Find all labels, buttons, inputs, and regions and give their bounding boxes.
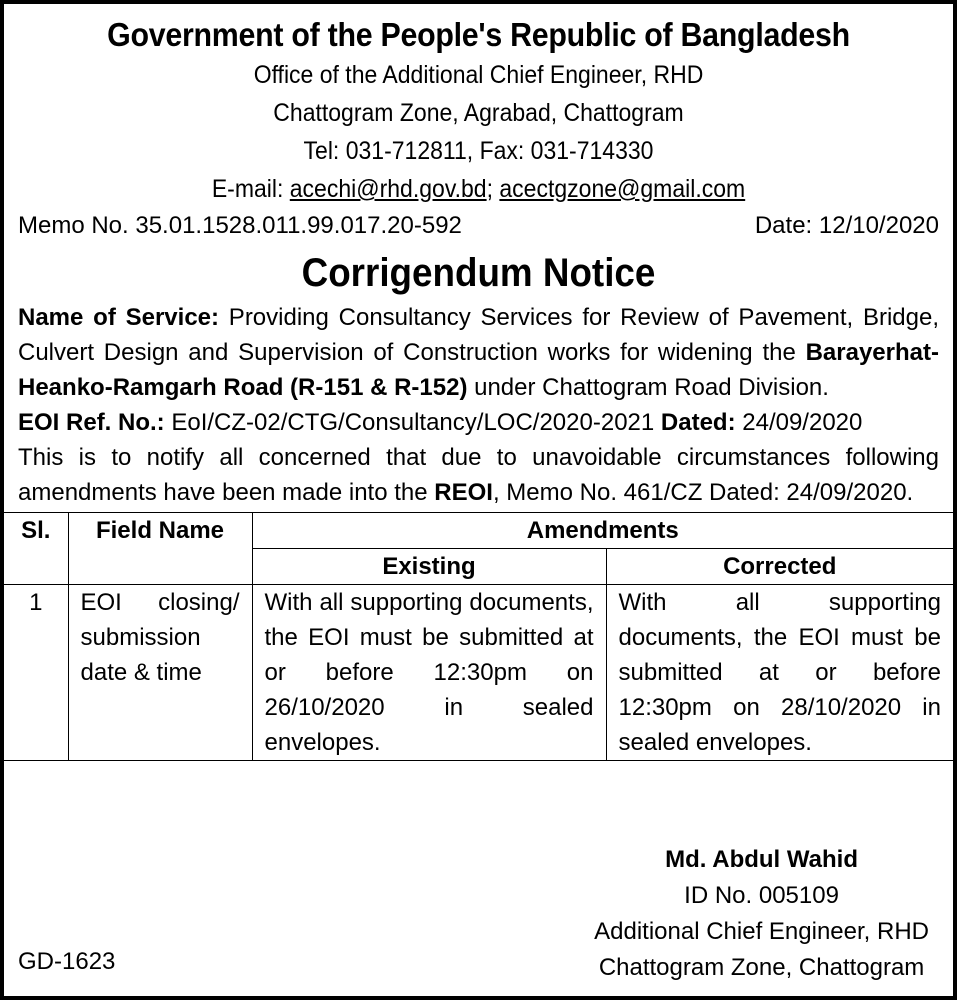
government-heading: Government of the People's Republic of Bangladesh	[107, 16, 850, 53]
cell-sl: 1	[4, 585, 68, 761]
notice-title: Corrigendum Notice	[301, 251, 656, 295]
email-line	[42, 170, 915, 208]
eoi-ref: EoI/CZ-02/CTG/Consultancy/LOC/2020-2021	[164, 409, 661, 436]
service-text-2: under Chattogram Road Division.	[467, 374, 829, 401]
signatory-name: Md. Abdul Wahid	[665, 846, 858, 873]
notify-text-1: This is to notify all concerned that due to unavoidable circumstances following amendments have been made into the	[18, 444, 939, 506]
header-corrected: Corrected	[606, 549, 953, 585]
tel-fax-line: Tel: 031-712811, Fax: 031-714330	[303, 137, 654, 165]
notice-body	[4, 300, 953, 510]
signature-block	[594, 842, 929, 986]
cell-corrected: With all supporting documents, the EOI must be submitted at or before 12:30pm on 28/10/2020 in sealed envelopes.	[606, 585, 953, 761]
eoi-paragraph	[18, 405, 939, 440]
table-header-row	[4, 513, 953, 549]
email-separator: ;	[486, 175, 500, 203]
signatory-designation: Additional Chief Engineer, RHD	[594, 918, 929, 945]
header-sl: Sl.	[4, 513, 68, 585]
letterhead	[4, 14, 953, 208]
service-paragraph	[18, 300, 939, 405]
table-row	[4, 585, 953, 761]
signatory-id: ID No. 005109	[684, 882, 839, 909]
service-label: Name of Service:	[18, 304, 220, 331]
zone-line: Chattogram Zone, Agrabad, Chattogram	[273, 99, 684, 127]
notify-text-2: , Memo No. 461/CZ Dated: 24/09/2020.	[492, 479, 914, 506]
memo-row	[4, 208, 953, 244]
memo-date: Date: 12/10/2020	[754, 212, 939, 239]
signatory-location: Chattogram Zone, Chattogram	[598, 954, 925, 981]
footer-code: GD-1623	[18, 948, 116, 975]
eoi-dated: 24/09/2020	[735, 409, 863, 436]
header-existing: Existing	[252, 549, 606, 585]
notify-paragraph	[18, 440, 939, 510]
service-text-1: Providing Consultancy Services for Review of Pavement, Bridge, Culvert Design and Supervision of Construction works for widening the	[18, 304, 939, 366]
email-link-rhd[interactable]: acechi@rhd.gov.bd	[289, 175, 487, 203]
amendments-table	[4, 512, 953, 761]
eoi-label: EOI Ref. No.:	[18, 409, 165, 436]
reoi-word: REOI	[434, 479, 493, 506]
memo-number: Memo No. 35.01.1528.011.99.017.20-592	[18, 212, 462, 239]
email-label: E-mail:	[211, 175, 290, 203]
office-line: Office of the Additional Chief Engineer, RHD	[253, 61, 704, 89]
header-field-name: Field Name	[68, 513, 252, 585]
cell-existing: With all supporting documents, the EOI must be submitted at or before 12:30pm on 26/10/2020 in sealed envelopes.	[252, 585, 606, 761]
cell-field-name: EOI closing/ submission date & time	[68, 585, 252, 761]
eoi-dated-label: Dated:	[660, 409, 736, 436]
header-amendments: Amendments	[252, 513, 953, 549]
road-name: Barayerhat-Heanko-Ramgarh Road (R-151 & R-152)	[18, 339, 939, 401]
email-link-gmail[interactable]: acectgzone@gmail.com	[499, 175, 746, 203]
